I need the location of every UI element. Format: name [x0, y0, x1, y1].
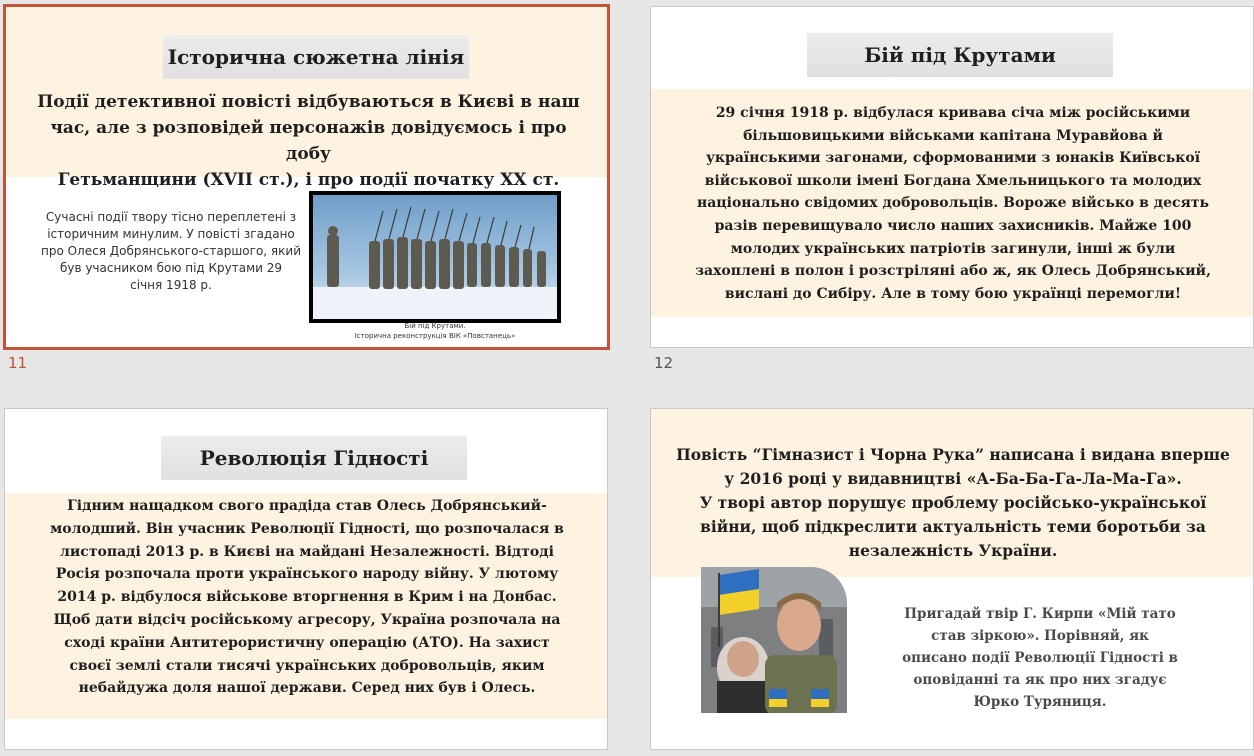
body-line: вислані до Сибіру. Але в тому бою українці перемогли! — [724, 285, 1182, 302]
intro-line: незалежність України. — [848, 541, 1058, 560]
body-line: небайдужа доля нашої держави. Серед них був і Олесь. — [78, 680, 536, 697]
body-text — [671, 102, 1235, 305]
slide-number: 11 — [8, 354, 28, 372]
body-text — [27, 495, 587, 700]
body-line: Гідним нащадком свого прадіда став Олесь Добрянський- — [67, 498, 547, 514]
slide-thumbnail-13[interactable] — [4, 408, 608, 750]
body-line: Щоб дати відсіч російському агресору, Україна розпочала на — [53, 611, 561, 628]
task-line: Юрко Туряниця. — [973, 694, 1107, 710]
task-line: описано події Революції Гідності в — [902, 650, 1178, 666]
body-line: листопаді 2013 р. в Києві на майдані Незалежності. Відтоді — [60, 543, 554, 560]
slide-thumbnail-12[interactable] — [650, 6, 1254, 348]
body-line: своєї землі стали тисячі українських добровольців, яким — [69, 657, 545, 674]
body-line: 2014 р. відбулося військове вторгнення в Крим і на Донбас. — [57, 589, 557, 606]
intro-line: Гетьманщини (XVII ст.), і про події початку XX ст. — [57, 170, 560, 190]
intro-text — [671, 443, 1235, 563]
body-line: молодший. Він учасник Революції Гідності, що розпочалася в — [50, 520, 564, 537]
body-line: Росія розпочала проти українського народу війну. У лютому — [55, 566, 559, 583]
intro-line: У творі автор порушує проблему російсько-української — [699, 493, 1207, 512]
body-line: більшовицькими військами капітана Муравйова й — [743, 127, 1163, 144]
slide-thumbnail-11[interactable] — [3, 4, 610, 350]
task-text — [865, 603, 1215, 713]
intro-line: війни, щоб підкреслити актуальність теми боротьби за — [700, 517, 1206, 536]
body-line: сході країни Антитерористичну операцію (АТО). На захист — [64, 634, 550, 651]
photo-caption — [309, 321, 561, 341]
intro-line: Повість “Гімназист і Чорна Рука” написана і видана вперше — [676, 445, 1230, 464]
slide-number: 12 — [654, 354, 674, 372]
soldier-and-grandmother-illustration — [701, 567, 847, 713]
body-text — [36, 209, 306, 294]
body-line: 29 січня 1918 р. відбулася кривава січа між російськими — [715, 105, 1191, 121]
intro-line: у 2016 році у видавництві «А-Ба-Ба-Га-Ла-Ма-Га». — [724, 469, 1182, 488]
intro-text — [36, 89, 581, 193]
body-line: молодих українських патріотів загинули, інші ж були — [730, 240, 1176, 257]
intro-line: Події детективної повісті відбуваються в Києві в наш — [37, 92, 580, 112]
task-line: став зіркою». Порівняй, як — [931, 628, 1149, 644]
slide-title: Бій під Крутами — [807, 33, 1113, 77]
body-line: військової школи імені Богдана Хмельницького та молодих — [704, 172, 1202, 189]
body-line: національно свідомих добровольців. Вороже військо в десять — [696, 195, 1210, 212]
body-line: історичним минулим. У повісті згадано — [47, 227, 295, 241]
body-line: українськими загонами, сформованими з юнаків Київської — [705, 150, 1201, 167]
body-line: разів перевищувало число наших захисників. Майже 100 — [714, 217, 1192, 234]
battle-reenactment-photo — [309, 191, 561, 323]
body-line: Сучасні події твору тісно переплетені з — [45, 210, 297, 224]
body-line: про Олеся Добрянського-старшого, який — [40, 244, 301, 258]
task-line: оповіданні та як про них згадує — [913, 672, 1167, 688]
slide-title: Революція Гідності — [161, 436, 467, 480]
intro-line: час, але з розповідей персонажів довідуємось і про добу — [50, 118, 567, 164]
body-line: захоплені в полон і розстріляні або ж, як Олесь Добрянський, — [695, 263, 1211, 280]
body-line: січня 1918 р. — [130, 278, 212, 292]
slide-thumbnail-14[interactable] — [650, 408, 1254, 750]
task-line: Пригадай твір Г. Кирпи «Мій тато — [904, 606, 1176, 622]
body-line: був учасником бою під Крутами 29 — [59, 261, 283, 275]
caption-line: Історична реконструкція ВІК «Повстанець» — [354, 332, 516, 340]
slide-title: Історична сюжетна лінія — [163, 35, 469, 79]
caption-line: Бій під Крутами. — [404, 322, 466, 330]
